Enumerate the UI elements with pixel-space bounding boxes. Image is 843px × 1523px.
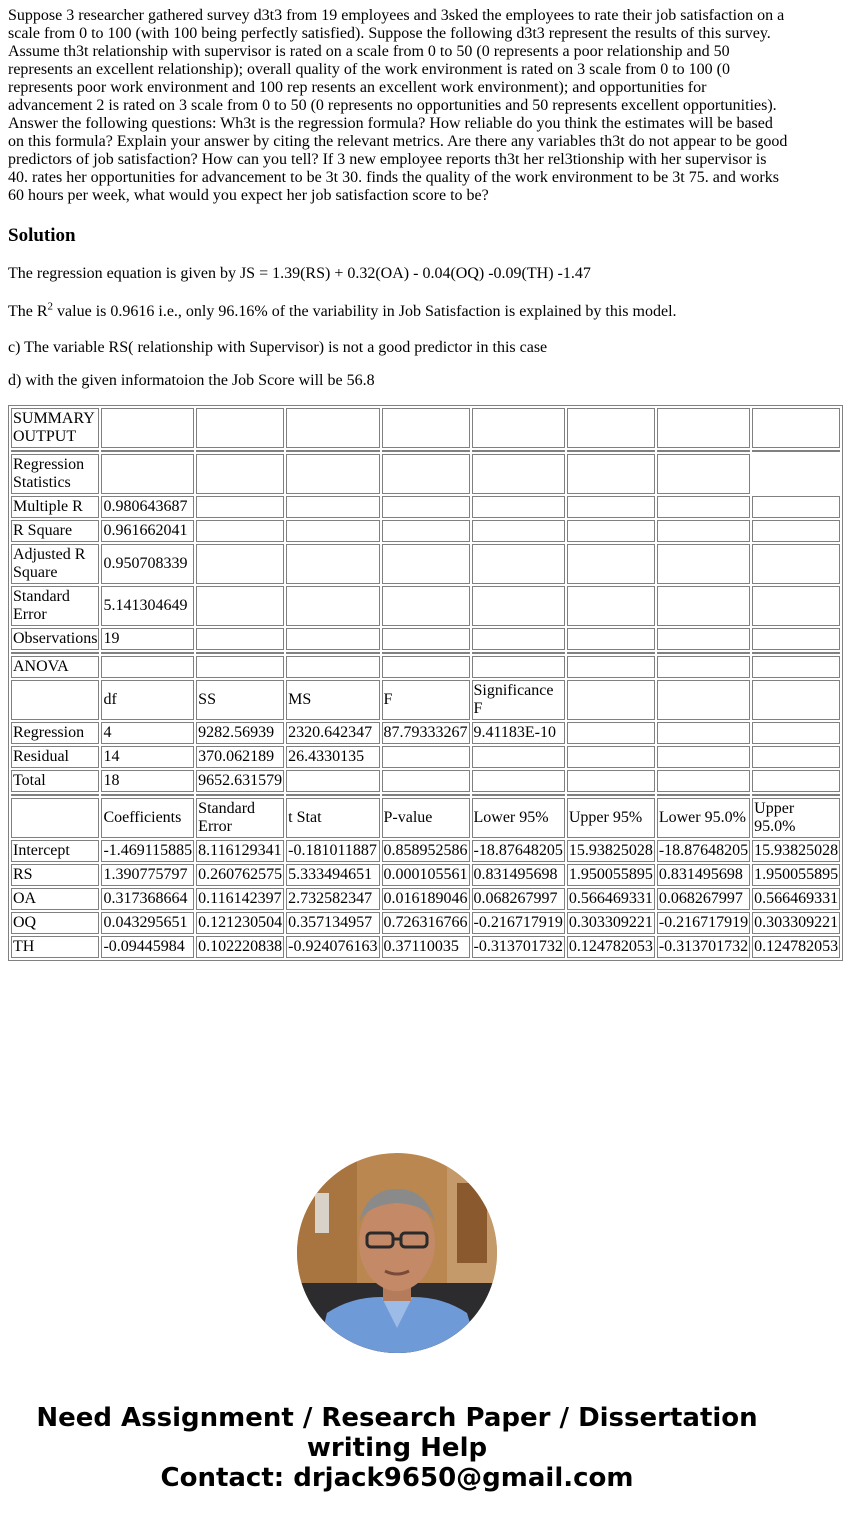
stat-value: 0.950708339	[101, 544, 194, 584]
regression-summary-table	[8, 405, 843, 961]
coef-header: t Stat	[286, 798, 379, 838]
answer-part-c: c) The variable RS( relationship with Supervisor) is not a good predictor in this case	[8, 339, 548, 356]
coef-header: Coefficients	[101, 798, 194, 838]
anova-header: df	[101, 680, 194, 720]
coef-cell: 1.390775797	[101, 864, 194, 886]
coef-row	[11, 912, 840, 934]
footer-line-2: writing Help	[306, 1433, 488, 1463]
r2-superscript: 2	[47, 300, 54, 313]
r2-rest: value is 0.9616 i.e., only 96.16% of the variability in Job Satisfaction is explained by this model.	[53, 303, 677, 320]
coef-cell: 0.317368664	[101, 888, 194, 910]
coef-header: Upper 95%	[567, 798, 655, 838]
summary-title-row	[11, 408, 840, 448]
coef-header: Upper 95.0%	[752, 798, 840, 838]
stat-label: Multiple R	[11, 496, 99, 518]
footer-line-1: Need Assignment / Research Paper / Dissertation	[36, 1403, 758, 1433]
coef-cell: -0.216717919	[657, 912, 750, 934]
coef-cell: 1.950055895	[567, 864, 655, 886]
question-text: Suppose 3 researcher gathered survey d3t3 from 19 employees and 3sked the employees to rate their job satisfaction on a scale from 0 to 100 (with 100 being perfectly satisfied). Suppose the following d3t3 represent the results of this survey. Assume th3t relationship with supervisor is rated on a scale from 0 to 50 (0 represents a poor relationship and 50 represents an excellent relationship); overall quality of the work environment is rated on 3 scale from 0 to 100 (0 represents poor work environment and 100 rep resents an excellent work environment); and opportunities for advancement 2 is rated on 3 scale from 0 to 50 (0 represents no opportunities and 50 represents excellent opportunities). Answer the following questions: Wh3t is the regression formula? How reliable do you think the estimates will be based on this formula? Explain your answer by citing the relevant metrics. Are there any variables th3t do not appear to be good predictors of job satisfaction? How can you tell? If 3 new employee reports th3t her rel3tionship with her supervisor is 40. rates her opportunities for advancement to be 3t 30. finds the quality of the work environment to be 3t 75. and works 60 hours per week, what would you expect her job satisfaction score to be?	[8, 7, 788, 204]
regression-statistics-heading: Regression Statistics	[11, 454, 99, 494]
anova-title-row	[11, 656, 840, 678]
coef-cell: -18.87648205	[657, 840, 750, 862]
stat-row	[11, 544, 840, 584]
coef-label: RS	[11, 864, 99, 886]
anova-title: ANOVA	[11, 656, 99, 678]
anova-header: F	[382, 680, 470, 720]
anova-cell: 4	[101, 722, 194, 744]
coef-cell: 0.016189046	[382, 888, 470, 910]
stat-value: 19	[101, 628, 194, 650]
stat-row	[11, 496, 840, 518]
anova-row	[11, 746, 840, 768]
r2-prefix: The R	[8, 303, 48, 320]
coef-cell: 0.043295651	[101, 912, 194, 934]
coef-cell: 2.732582347	[286, 888, 379, 910]
coef-cell: 0.566469331	[567, 888, 655, 910]
anova-row	[11, 770, 840, 792]
coef-label: OQ	[11, 912, 99, 934]
anova-cell	[286, 770, 379, 792]
solution-heading: Solution	[8, 225, 76, 246]
anova-header: SS	[196, 680, 284, 720]
coef-cell: 0.124782053	[567, 936, 655, 958]
anova-label: Total	[11, 770, 99, 792]
anova-cell	[472, 770, 565, 792]
coef-cell: 8.116129341	[196, 840, 284, 862]
stat-row	[11, 520, 840, 542]
anova-label: Regression	[11, 722, 99, 744]
summary-title: SUMMARY OUTPUT	[11, 408, 99, 448]
stat-row	[11, 586, 840, 626]
coef-cell: 0.102220838	[196, 936, 284, 958]
anova-cell: 87.79333267	[382, 722, 470, 744]
coef-cell: 0.068267997	[472, 888, 565, 910]
coef-header-row	[11, 798, 840, 838]
coef-header: Lower 95%	[472, 798, 565, 838]
stat-label: Adjusted R Square	[11, 544, 99, 584]
coef-cell: -0.216717919	[472, 912, 565, 934]
coef-cell: 0.068267997	[657, 888, 750, 910]
anova-cell	[382, 746, 470, 768]
anova-cell	[472, 746, 565, 768]
anova-cell: 18	[101, 770, 194, 792]
answer-r-squared	[8, 300, 677, 321]
coef-cell: 0.726316766	[382, 912, 470, 934]
anova-cell: 14	[101, 746, 194, 768]
coef-cell: 1.950055895	[752, 864, 840, 886]
anova-cell: 9282.56939	[196, 722, 284, 744]
stat-label: Observations	[11, 628, 99, 650]
coef-cell: 0.831495698	[472, 864, 565, 886]
coef-cell: 0.124782053	[752, 936, 840, 958]
author-portrait	[297, 1153, 497, 1353]
coef-cell: -0.924076163	[286, 936, 379, 958]
stat-value: 0.980643687	[101, 496, 194, 518]
coef-cell: 0.260762575	[196, 864, 284, 886]
stat-label: R Square	[11, 520, 99, 542]
coef-cell: 0.357134957	[286, 912, 379, 934]
anova-row	[11, 722, 840, 744]
anova-cell: 9652.631579	[196, 770, 284, 792]
footer-contact: Contact: drjack9650@gmail.com	[160, 1463, 634, 1493]
coef-cell: 0.566469331	[752, 888, 840, 910]
coef-cell: -0.313701732	[657, 936, 750, 958]
contact-footer	[0, 1403, 794, 1493]
anova-header: MS	[286, 680, 379, 720]
coef-cell: 0.000105561	[382, 864, 470, 886]
anova-cell	[382, 770, 470, 792]
coef-header: Lower 95.0%	[657, 798, 750, 838]
regression-statistics-row	[11, 454, 840, 494]
anova-cell: 370.062189	[196, 746, 284, 768]
anova-label: Residual	[11, 746, 99, 768]
coef-label: OA	[11, 888, 99, 910]
coef-cell: 0.303309221	[567, 912, 655, 934]
coef-cell: 0.121230504	[196, 912, 284, 934]
coef-row	[11, 864, 840, 886]
coef-row	[11, 840, 840, 862]
coef-cell: 0.831495698	[657, 864, 750, 886]
stat-label: Standard Error	[11, 586, 99, 626]
coef-cell: 0.858952586	[382, 840, 470, 862]
anova-header: Significance F	[472, 680, 565, 720]
answer-equation: The regression equation is given by JS = 1.39(RS) + 0.32(OA) - 0.04(OQ) -0.09(TH) -1.47	[8, 265, 591, 282]
coef-row	[11, 888, 840, 910]
anova-cell: 2320.642347	[286, 722, 379, 744]
coef-label: TH	[11, 936, 99, 958]
anova-cell: 26.4330135	[286, 746, 379, 768]
stat-value: 5.141304649	[101, 586, 194, 626]
stat-row	[11, 628, 840, 650]
answer-part-d: d) with the given informatoion the Job Score will be 56.8	[8, 372, 375, 389]
stat-value: 0.961662041	[101, 520, 194, 542]
coef-cell: 15.93825028	[567, 840, 655, 862]
coef-cell: 15.93825028	[752, 840, 840, 862]
coef-label: Intercept	[11, 840, 99, 862]
coef-cell: -1.469115885	[101, 840, 194, 862]
author-avatar	[297, 1153, 497, 1353]
coef-header: P-value	[382, 798, 470, 838]
coef-cell: 5.333494651	[286, 864, 379, 886]
coef-cell: -0.09445984	[101, 936, 194, 958]
coef-cell: 0.37110035	[382, 936, 470, 958]
anova-cell: 9.41183E-10	[472, 722, 565, 744]
anova-header-row	[11, 680, 840, 720]
coef-header: Standard Error	[196, 798, 284, 838]
coef-row	[11, 936, 840, 958]
coef-cell: 0.116142397	[196, 888, 284, 910]
coef-cell: -0.313701732	[472, 936, 565, 958]
coef-cell: -18.87648205	[472, 840, 565, 862]
coef-cell: -0.181011887	[286, 840, 379, 862]
coef-cell: 0.303309221	[752, 912, 840, 934]
